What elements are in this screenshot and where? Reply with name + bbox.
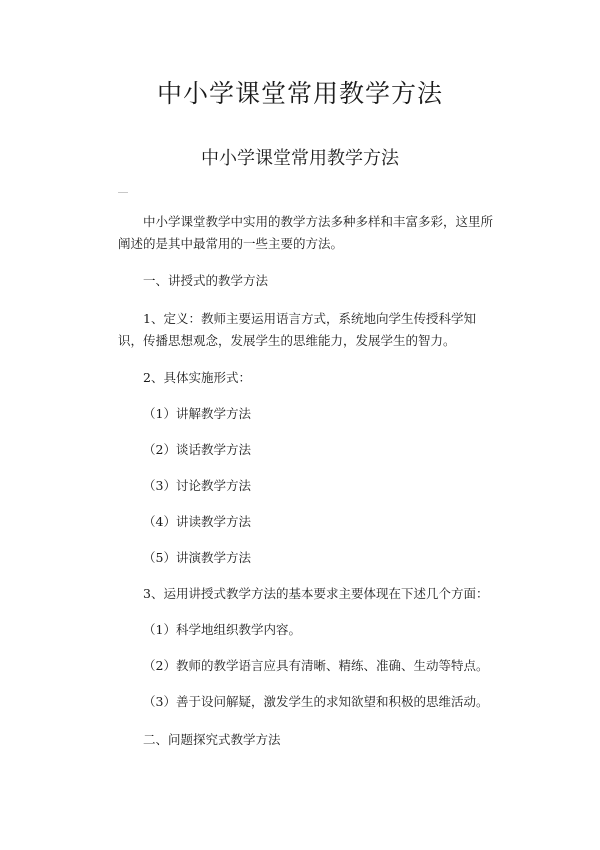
definition-paragraph: 1、定义：教师主要运用语言方式，系统地向学生传授科学知识，传播思想观念，发展学生的思维能力，发展学生的智力。 — [118, 311, 476, 348]
list-item: （2）谈话教学方法 — [143, 442, 251, 457]
list-item: （3）讨论教学方法 — [143, 478, 251, 493]
document-title: 中小学课堂常用教学方法 — [156, 79, 443, 108]
list-item: （3）善于设问解疑，激发学生的求知欲望和积极的思维活动。 — [143, 694, 489, 709]
document-subtitle: 中小学课堂常用教学方法 — [201, 148, 399, 169]
list-item: （4）讲读教学方法 — [143, 514, 251, 529]
list-item: （1）科学地组织教学内容。 — [143, 622, 301, 637]
intro-paragraph: 中小学课堂教学中实用的教学方法多种多样和丰富多彩，这里所阐述的是其中最常用的一些主要的方法。 — [118, 214, 494, 251]
list-item: （2）教师的教学语言应具有清晰、精练、准确、生动等特点。 — [143, 658, 489, 673]
section-heading-1: 一、讲授式的教学方法 — [143, 273, 269, 288]
list-heading: 2、具体实施形式： — [143, 370, 251, 385]
list-item: （1）讲解教学方法 — [143, 406, 251, 421]
requirements-heading: 3、运用讲授式教学方法的基本要求主要体现在下述几个方面： — [143, 586, 489, 601]
list-item: （5）讲演教学方法 — [143, 550, 251, 565]
section-heading-2: 二、问题探究式教学方法 — [143, 732, 281, 747]
header-mark — [118, 192, 128, 193]
